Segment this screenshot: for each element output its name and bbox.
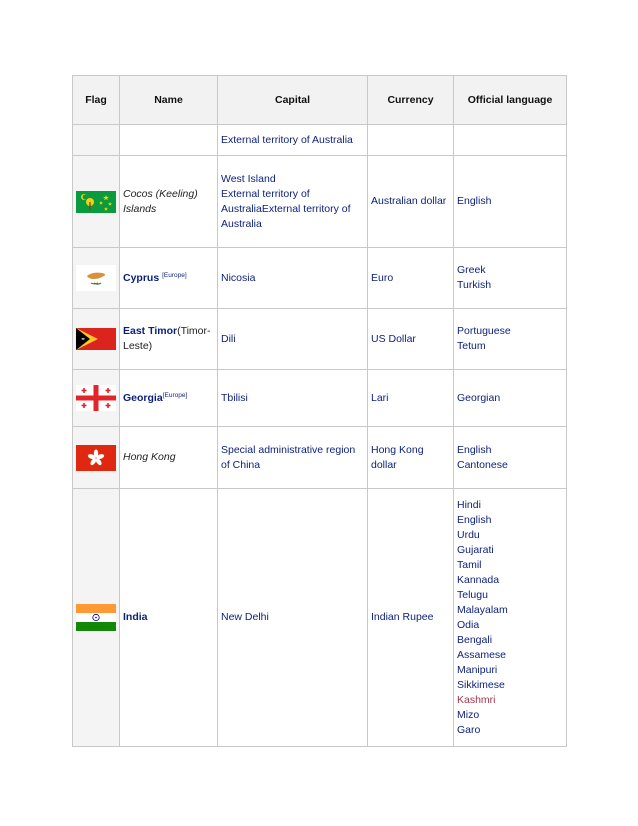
header-capital: Capital: [218, 76, 368, 125]
flag-cell: [73, 370, 120, 427]
header-name: Name: [120, 76, 218, 125]
language-item[interactable]: Sikkimese: [457, 678, 505, 691]
capital-line-3: AustraliaExternal territory of: [221, 202, 351, 215]
language-item[interactable]: English: [457, 443, 492, 456]
language-item[interactable]: Mizo: [457, 708, 480, 721]
countries-table: [72, 75, 567, 747]
country-name-suffix-line-2: Leste): [123, 340, 153, 352]
language-item[interactable]: Greek: [457, 264, 486, 276]
language-item[interactable]: English: [457, 195, 492, 207]
language-item[interactable]: Georgian: [457, 391, 501, 404]
flag-cell: [73, 309, 120, 370]
table-row: [73, 309, 567, 370]
name-cell[interactable]: [120, 248, 218, 309]
flag-cell-empty: [73, 125, 120, 156]
table-row: [73, 125, 567, 156]
country-name-line-1[interactable]: Cocos (Keeling): [123, 187, 198, 200]
language-item[interactable]: Tamil: [457, 558, 482, 571]
capital-line-1: Special administrative region: [221, 443, 356, 456]
table-row: [73, 370, 567, 427]
capital-cell[interactable]: [218, 125, 368, 156]
currency-cell-empty: [368, 125, 454, 156]
language-cell: [454, 309, 567, 370]
language-item[interactable]: Hindi: [457, 498, 481, 511]
header-flag: Flag: [73, 76, 120, 125]
language-item[interactable]: Assamese: [457, 648, 507, 661]
name-cell[interactable]: Hong Kong: [120, 427, 218, 489]
hong-kong-flag-icon[interactable]: [76, 445, 116, 471]
name-cell[interactable]: [120, 489, 218, 747]
language-item[interactable]: Garo: [457, 723, 481, 736]
georgia-flag-icon[interactable]: [76, 385, 116, 411]
capital-line-2: of China: [221, 458, 261, 471]
currency-cell[interactable]: Lari: [368, 370, 454, 427]
header-language: Official language: [454, 76, 567, 125]
name-cell[interactable]: [120, 156, 218, 248]
table-row: [73, 248, 567, 309]
language-item[interactable]: Urdu: [457, 528, 480, 541]
language-item[interactable]: Kannada: [457, 573, 500, 586]
capital-cell[interactable]: Dili: [218, 309, 368, 370]
country-name-suffix: (Timor-: [177, 325, 211, 337]
capital-cell[interactable]: Tbilisi: [218, 370, 368, 427]
name-cell-empty: [120, 125, 218, 156]
region-superscript[interactable]: [Europe]: [162, 391, 188, 399]
country-name-line-2[interactable]: Islands: [123, 202, 157, 215]
language-item[interactable]: Portuguese: [457, 325, 511, 337]
table-row: [73, 489, 567, 747]
capital-line-1[interactable]: West Island: [221, 172, 276, 185]
language-cell-empty: [454, 125, 567, 156]
language-item[interactable]: Cantonese: [457, 458, 508, 471]
country-name[interactable]: Georgia: [123, 391, 163, 404]
india-flag-icon[interactable]: [76, 604, 116, 631]
language-cell: [454, 248, 567, 309]
capital-cell[interactable]: Nicosia: [218, 248, 368, 309]
header-currency: Currency: [368, 76, 454, 125]
capital-cell: [218, 156, 368, 248]
language-item[interactable]: Malayalam: [457, 603, 508, 616]
language-cell: [454, 489, 567, 747]
language-item[interactable]: Turkish: [457, 279, 492, 291]
flag-cell: [73, 156, 120, 248]
language-item[interactable]: Telugu: [457, 588, 488, 601]
flag-cell: [73, 427, 120, 489]
language-item[interactable]: Bengali: [457, 633, 493, 646]
language-item-redlink[interactable]: Kashmri: [457, 693, 496, 706]
language-item[interactable]: English: [457, 513, 492, 526]
capital-cell[interactable]: New Delhi: [218, 489, 368, 747]
cocos-keeling-flag-icon[interactable]: [76, 191, 116, 213]
capital-cell: [218, 427, 368, 489]
capital-text[interactable]: External territory of Australia: [221, 133, 353, 146]
language-item[interactable]: Tetum: [457, 340, 486, 352]
table-row: [73, 427, 567, 489]
flag-cell: [73, 248, 120, 309]
name-cell[interactable]: [120, 309, 218, 370]
language-cell: [454, 370, 567, 427]
currency-cell[interactable]: Australian dollar: [368, 156, 454, 248]
language-item[interactable]: Odia: [457, 618, 480, 631]
flag-cell: [73, 489, 120, 747]
currency-cell[interactable]: Euro: [368, 248, 454, 309]
currency-cell[interactable]: US Dollar: [368, 309, 454, 370]
currency-cell[interactable]: Hong Kong dollar: [368, 427, 454, 489]
capital-line-2: External territory of: [221, 187, 310, 200]
table-header-row: [73, 76, 567, 125]
country-name[interactable]: India: [123, 611, 148, 623]
name-cell[interactable]: [120, 370, 218, 427]
capital-line-4: Australia: [221, 217, 262, 230]
region-superscript[interactable]: [Europe]: [162, 271, 187, 279]
country-name[interactable]: Cyprus: [123, 271, 160, 284]
currency-cell[interactable]: Indian Rupee: [368, 489, 454, 747]
language-item[interactable]: Gujarati: [457, 543, 494, 556]
east-timor-flag-icon[interactable]: [76, 328, 116, 350]
language-item[interactable]: Manipuri: [457, 663, 498, 676]
language-cell: [454, 156, 567, 248]
country-name[interactable]: East Timor: [123, 325, 178, 337]
language-cell: [454, 427, 567, 489]
cyprus-flag-icon[interactable]: [76, 265, 116, 291]
table-row: [73, 156, 567, 248]
